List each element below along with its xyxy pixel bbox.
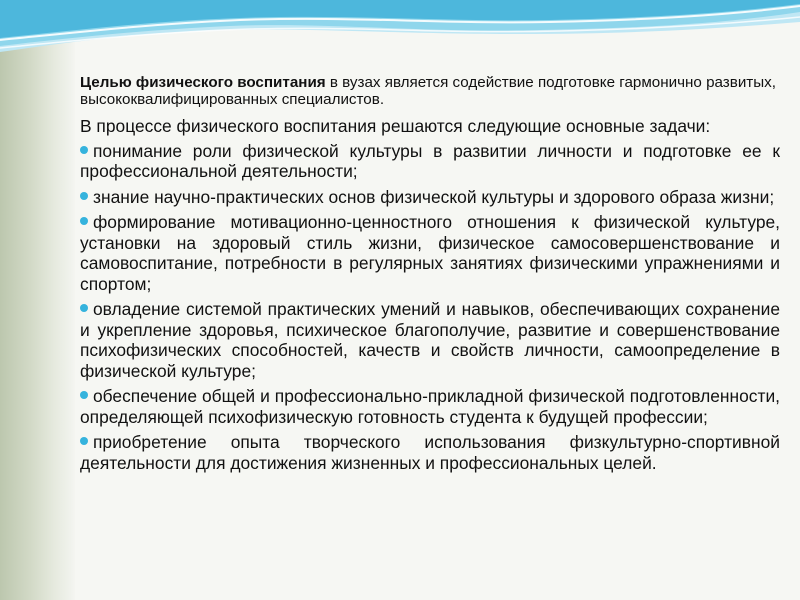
intro-bold: Целью физического воспитания — [80, 74, 326, 91]
lead-paragraph — [80, 116, 780, 137]
task-item — [80, 432, 780, 473]
task-item — [80, 386, 780, 427]
intro-rest: в вузах является содействие подготовке гармонично развитых, высококвалифицированных специалистов. — [80, 74, 776, 108]
bullet-icon — [80, 391, 88, 399]
task-text: понимание роли физической культуры в развитии личности и подготовке ее к профессиональной деятельности; — [80, 140, 780, 181]
task-text: обеспечение общей и профессионально-прикладной физической подготовленности, определяющей психофизическую готовность студента к будущей профессии; — [80, 386, 780, 427]
bullet-icon — [80, 217, 88, 225]
task-text: знание научно-практических основ физической культуры и здорового образа жизни; — [93, 186, 775, 207]
task-text: формирование мотивационно-ценностного отношения к физической культуре, установки на здоровый стиль жизни, физическое самосовершенствование и самовоспитание, потребности в регулярных занятиях физическими упражнениями и спортом; — [80, 212, 780, 294]
wave-decoration — [0, 0, 800, 75]
task-item — [80, 212, 780, 294]
bullet-icon — [80, 146, 88, 154]
text-body — [80, 74, 780, 478]
task-item — [80, 187, 780, 208]
task-text: приобретение опыта творческого использования физкультурно-спортивной деятельности для достижения жизненных и профессиональных целей. — [80, 432, 780, 473]
task-text: овладение системой практических умений и навыков, обеспечивающих сохранение и укрепление здоровья, психическое благополучие, развитие и совершенствование психофизических способностей, качеств и свойств личности, самоопределение в физической культуре; — [80, 299, 780, 381]
bullet-icon — [80, 192, 88, 200]
intro-paragraph — [80, 74, 780, 108]
task-item — [80, 299, 780, 381]
lead-text: В процессе физического воспитания решаются следующие основные задачи: — [80, 116, 711, 136]
bullet-icon — [80, 304, 88, 312]
task-item — [80, 141, 780, 182]
bullet-icon — [80, 437, 88, 445]
